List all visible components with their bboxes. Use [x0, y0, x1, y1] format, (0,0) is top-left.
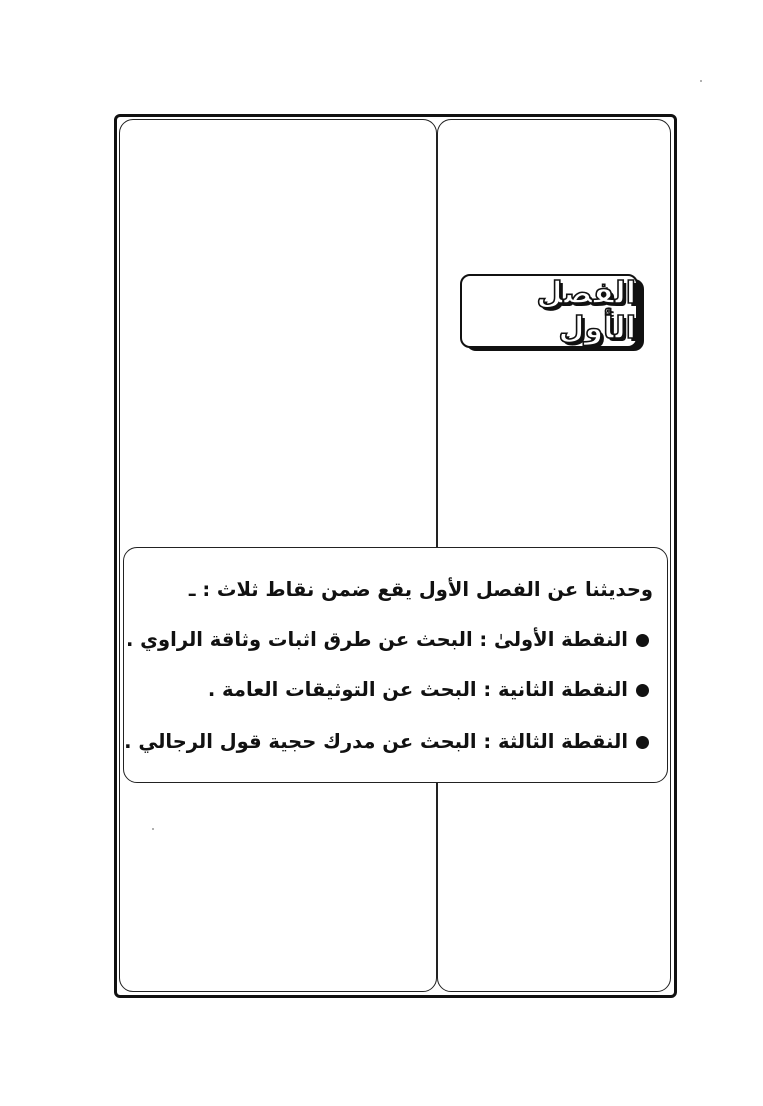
point-text-2: النقطة الثانية : البحث عن التوثيقات العامة . [207, 678, 628, 701]
point-item-3 [124, 730, 649, 753]
scan-speck [700, 80, 702, 82]
bullet-dot-icon [636, 684, 649, 697]
point-text-1: النقطة الأولىٰ : البحث عن طرق اثبات وثاقة الراوي . [125, 628, 628, 651]
scan-speck [152, 828, 154, 830]
chapter-title-box [460, 274, 638, 348]
point-item-2 [208, 678, 649, 701]
summary-intro: وحديثنا عن الفصل الأول يقع ضمن نقاط ثلاث : ـ [188, 578, 653, 601]
chapter-summary-box [123, 547, 668, 783]
chapter-title: الفصل الأول [536, 276, 636, 346]
bullet-dot-icon [636, 634, 649, 647]
bullet-dot-icon [636, 736, 649, 749]
point-text-3: النقطة الثالثة : البحث عن مدرك حجية قول الرجالي . [124, 730, 628, 753]
point-item-1 [126, 628, 649, 651]
